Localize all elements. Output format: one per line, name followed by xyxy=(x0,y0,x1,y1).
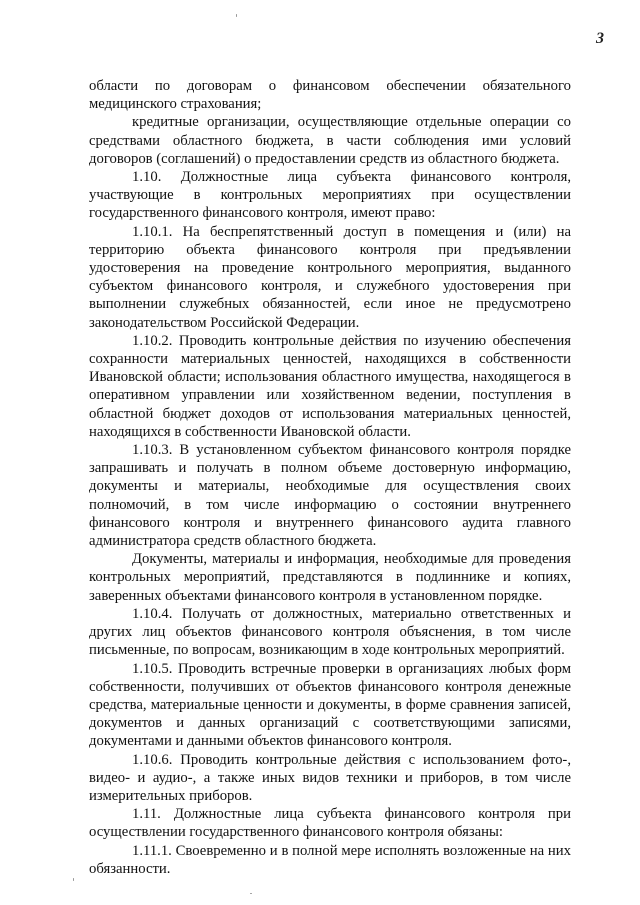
scan-speck xyxy=(250,893,252,894)
paragraph-documents: Документы, материалы и информация, необходимые для проведения контрольных мероприятий, представляются в подлиннике и копиях, заверенных объектами финансового контроля в установленном порядке. xyxy=(89,551,571,604)
paragraph-credit-organizations: кредитные организации, осуществляющие отдельные операции со средствами областного бюджета, в части соблюдения ими условий договоров (соглашений) о предоставлении средств из областного бюджета. xyxy=(89,114,571,167)
page-number: 3 xyxy=(596,30,604,47)
paragraph-1-10-3: 1.10.3. В установленном субъектом финансового контроля порядке запрашивать и получать в полном объеме достоверную информацию, документы и материалы, необходимые для осуществления своих полномочий, в том числе информацию о состоянии внутреннего финансового контроля и внутреннего финансового аудита главного администратора средств областного бюджета. xyxy=(89,442,571,550)
paragraph-oms-continuation: области по договорам о финансовом обеспечении обязательного медицинского страхования; xyxy=(89,78,571,113)
paragraph-1-10-6: 1.10.6. Проводить контрольные действия с использованием фото-, видео- и аудио-, а также иных видов техники и приборов, в том числе измерительных приборов. xyxy=(89,751,571,804)
paragraph-1-11-1: 1.11.1. Своевременно и в полной мере исполнять возложенные на них обязанности. xyxy=(89,842,571,877)
paragraph-1-10-5: 1.10.5. Проводить встречные проверки в организациях любых форм собственности, получивших от объектов финансового контроля денежные средства, материальные ценности и документы, в форме сравнения записей, документов и данных организаций с соответствующими записями, документами и данными объектов финансового контроля. xyxy=(89,660,571,750)
scan-speck xyxy=(236,14,237,17)
paragraph-1-10-4: 1.10.4. Получать от должностных, материально ответственных и других лиц объектов финансового контроля объяснения, в том числе письменные, по вопросам, возникающим в ходе контрольных мероприятий. xyxy=(89,605,571,659)
paragraph-1-10: 1.10. Должностные лица субъекта финансового контроля, участвующие в контрольных мероприятиях при осуществлении государственного финансового контроля, имеют право: xyxy=(89,169,571,222)
paragraph-1-10-1: 1.10.1. На беспрепятственный доступ в помещения и (или) на территорию объекта финансового контроля при предъявлении удостоверения на проведение контрольного мероприятия, выданного субъектом финансового контроля, и служебного удостоверения при выполнении служебных обязанностей, если иное не предусмотрено законодательством Российской Федерации. xyxy=(89,223,571,331)
scan-speck xyxy=(73,878,74,881)
paragraph-1-10-2: 1.10.2. Проводить контрольные действия по изучению обеспечения сохранности материальных ценностей, находящихся в собственности Ивановской области; использования областного имущества, находящегося в оперативном управлении или хозяйственном ведении, поступления в областной бюджет доходов от использования материальных ценностей, находящихся в собственности Ивановской области. xyxy=(89,332,571,440)
document-body xyxy=(89,77,571,878)
paragraph-1-11: 1.11. Должностные лица субъекта финансового контроля при осуществлении государственного финансового контроля обязаны: xyxy=(89,806,571,841)
